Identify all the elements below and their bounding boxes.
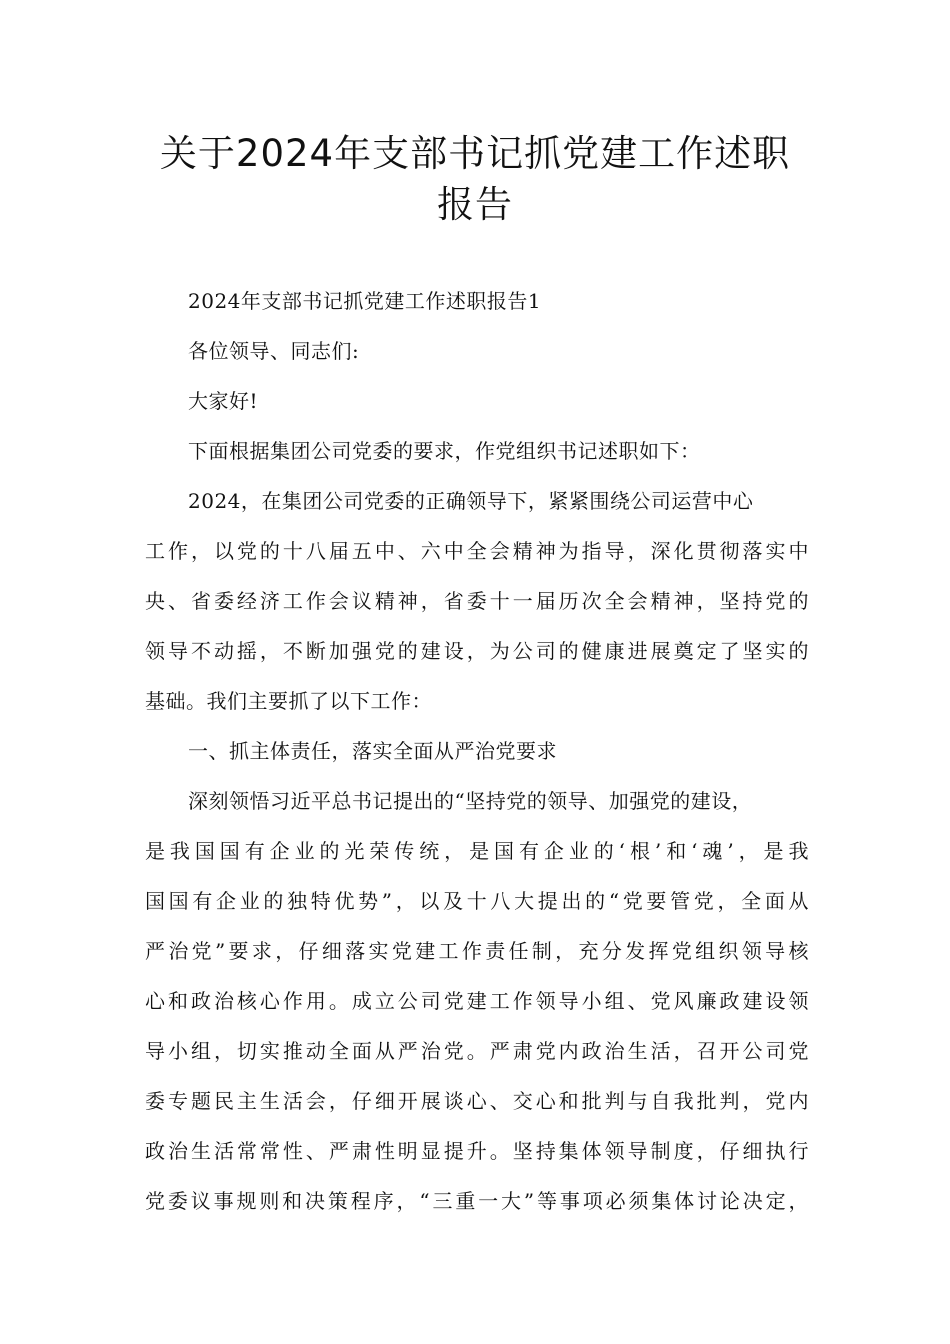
paragraph-line: 委专题民主生活会，仔细开展谈心、交心和批判与自我批判，党内 xyxy=(145,1089,809,1113)
paragraph-line: 工作，以党的十八届五中、六中全会精神为指导，深化贯彻落实中 xyxy=(145,539,809,563)
subtitle-line: 2024年支部书记抓党建工作述职报告1 xyxy=(188,289,542,313)
salutation-line: 各位领导、同志们: xyxy=(188,339,360,363)
document-title-line-1: 关于2024年支部书记抓党建工作述职 xyxy=(159,132,791,175)
paragraph-line: 严治党”要求，仔细落实党建工作责任制，充分发挥党组织领导核 xyxy=(145,939,809,963)
paragraph-line: 央、省委经济工作会议精神，省委十一届历次全会精神，坚持党的 xyxy=(145,589,809,613)
paragraph-line: 党委议事规则和决策程序，“三重一大”等事项必须集体讨论决定， xyxy=(145,1189,809,1213)
greeting-line: 大家好! xyxy=(188,389,259,413)
intro-line: 下面根据集团公司党委的要求，作党组织书记述职如下： xyxy=(188,439,701,463)
paragraph-line: 心和政治核心作用。成立公司党建工作领导小组、党风廉政建设领 xyxy=(145,989,809,1013)
paragraph-line: 导小组，切实推动全面从严治党。严肃党内政治生活，召开公司党 xyxy=(145,1039,809,1063)
section-heading: 一、抓主体责任，落实全面从严治党要求 xyxy=(188,739,557,763)
paragraph-line: 领导不动摇，不断加强党的建设，为公司的健康进展奠定了坚实的 xyxy=(145,639,809,663)
paragraph-line: 基础。我们主要抓了以下工作： xyxy=(145,689,432,713)
paragraph-line: 2024，在集团公司党委的正确领导下，紧紧围绕公司运营中心 xyxy=(188,489,754,513)
document-title-line-2: 报告 xyxy=(437,183,513,226)
paragraph-line: 国国有企业的独特优势”，以及十八大提出的“党要管党，全面从 xyxy=(145,889,809,913)
paragraph-line: 深刻领悟习近平总书记提出的“坚持党的领导、加强党的建设， xyxy=(188,789,753,813)
paragraph-line: 政治生活常常性、严肃性明显提升。坚持集体领导制度，仔细执行 xyxy=(145,1139,809,1163)
paragraph-line: 是我国国有企业的光荣传统，是国有企业的‘根’和‘魂’，是我 xyxy=(145,839,809,863)
